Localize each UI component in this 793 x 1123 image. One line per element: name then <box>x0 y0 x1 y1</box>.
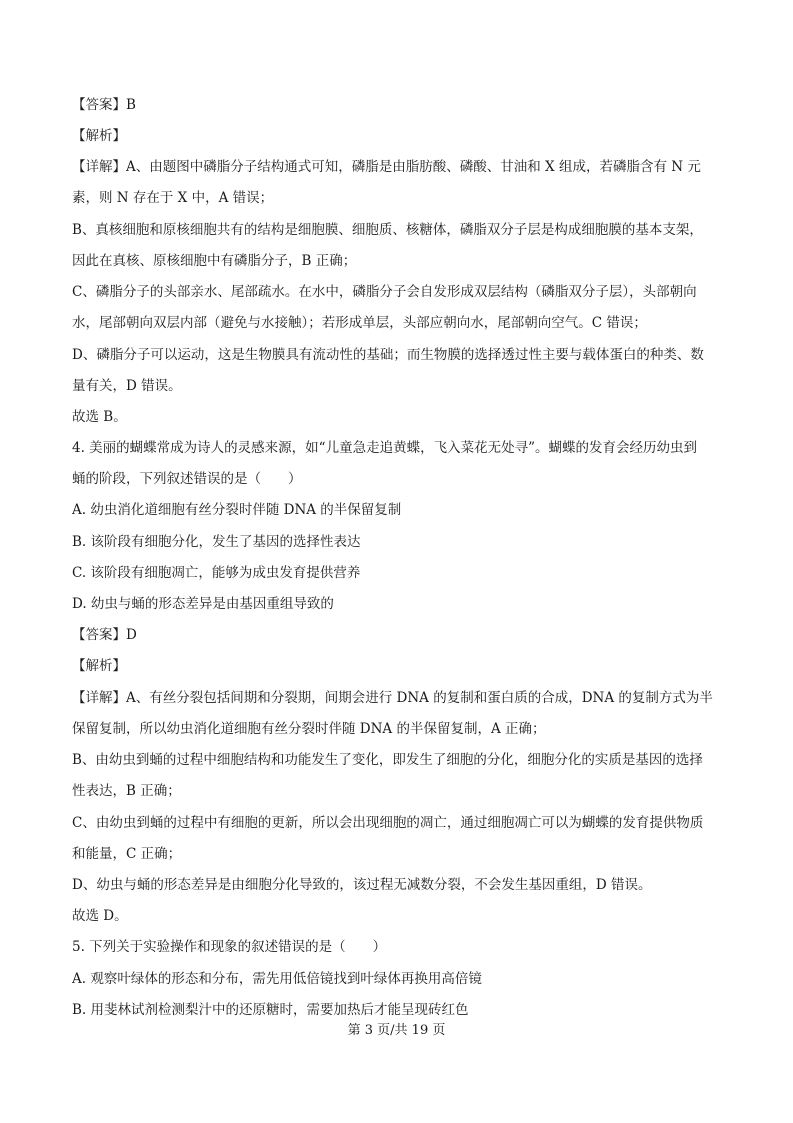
text-line: D、幼虫与蛹的形态差异是由细胞分化导致的，该过程无减数分裂，不会发生基因重组，D 错误。 <box>72 877 652 893</box>
text-line: 素，则 N 存在于 X 中，A 错误； <box>72 190 274 206</box>
text-line: B、由幼虫到蛹的过程中细胞结构和功能发生了变化，即发生了细胞的分化，细胞分化的实质是基因的选择 <box>72 752 703 768</box>
page-number: 第 3 页/共 19 页 <box>347 1023 446 1038</box>
option-a: A. 观察叶绿体的形态和分布，需先用低倍镜找到叶绿体再换用高倍镜 <box>72 971 482 987</box>
text-line: C、由幼虫到蛹的过程中有细胞的更新，所以会出现细胞的凋亡，通过细胞凋亡可以为蝴蝶的发育提供物质 <box>72 815 704 831</box>
text-line: 【详解】A、由题图中磷脂分子结构通式可知，磷脂是由脂肪酸、磷酸、甘油和 X 组成，若磷脂含有 N 元 <box>72 159 701 175</box>
text-line: 水，尾部朝向双层内部（避免与水接触）；若形成单层，头部应朝向水，尾部朝向空气。C 错误； <box>72 315 647 331</box>
text-line: B、真核细胞和原核细胞共有的结构是细胞膜、细胞质、核糖体，磷脂双分子层是构成细胞膜的基本支架， <box>72 222 703 238</box>
question-stem: 蛹的阶段，下列叙述错误的是（ ） <box>72 471 302 487</box>
question-stem: 5. 下列关于实验操作和现象的叙述错误的是（ ） <box>72 939 387 955</box>
text-line: 故选 B。 <box>72 409 127 425</box>
text-line: 性表达，B 正确； <box>72 783 181 799</box>
option-b: B. 该阶段有细胞分化，发生了基因的选择性表达 <box>72 534 361 550</box>
answer-label: 【答案】B <box>72 97 136 113</box>
text-line: 保留复制，所以幼虫消化道细胞有丝分裂时伴随 DNA 的半保留复制，A 正确； <box>72 721 546 737</box>
text-line: 因此在真核、原核细胞中有磷脂分子，B 正确； <box>72 253 357 269</box>
analysis-label: 【解析】 <box>72 128 126 144</box>
option-c: C. 该阶段有细胞凋亡，能够为成虫发育提供营养 <box>72 565 361 581</box>
text-line: D、磷脂分子可以运动，这是生物膜具有流动性的基础；而生物膜的选择透过性主要与载体蛋白的种类、数 <box>72 347 704 363</box>
analysis-label: 【解析】 <box>72 658 126 674</box>
answer-label: 【答案】D <box>72 627 137 643</box>
text-line: 和能量，C 正确； <box>72 846 182 862</box>
option-b: B. 用斐林试剂检测梨汁中的还原糖时，需要加热后才能呈现砖红色 <box>72 1002 469 1018</box>
question-stem: 4. 美丽的蝴蝶常成为诗人的灵感来源，如“儿童急走追黄蝶，飞入菜花无处寻”。蝴蝶的发育会经历幼虫到 <box>72 440 697 456</box>
option-a: A. 幼虫消化道细胞有丝分裂时伴随 DNA 的半保留复制 <box>72 502 402 518</box>
text-line: 故选 D。 <box>72 908 128 924</box>
option-d: D. 幼虫与蛹的形态差异是由基因重组导致的 <box>72 596 334 612</box>
text-line: 量有关，D 错误。 <box>72 378 182 394</box>
text-line: 【详解】A、有丝分裂包括间期和分裂期，间期会进行 DNA 的复制和蛋白质的合成，DNA 的复制方式为半 <box>72 690 713 706</box>
text-line: C、磷脂分子的头部亲水、尾部疏水。在水中，磷脂分子会自发形成双层结构（磷脂双分子层），头部朝向 <box>72 284 697 300</box>
